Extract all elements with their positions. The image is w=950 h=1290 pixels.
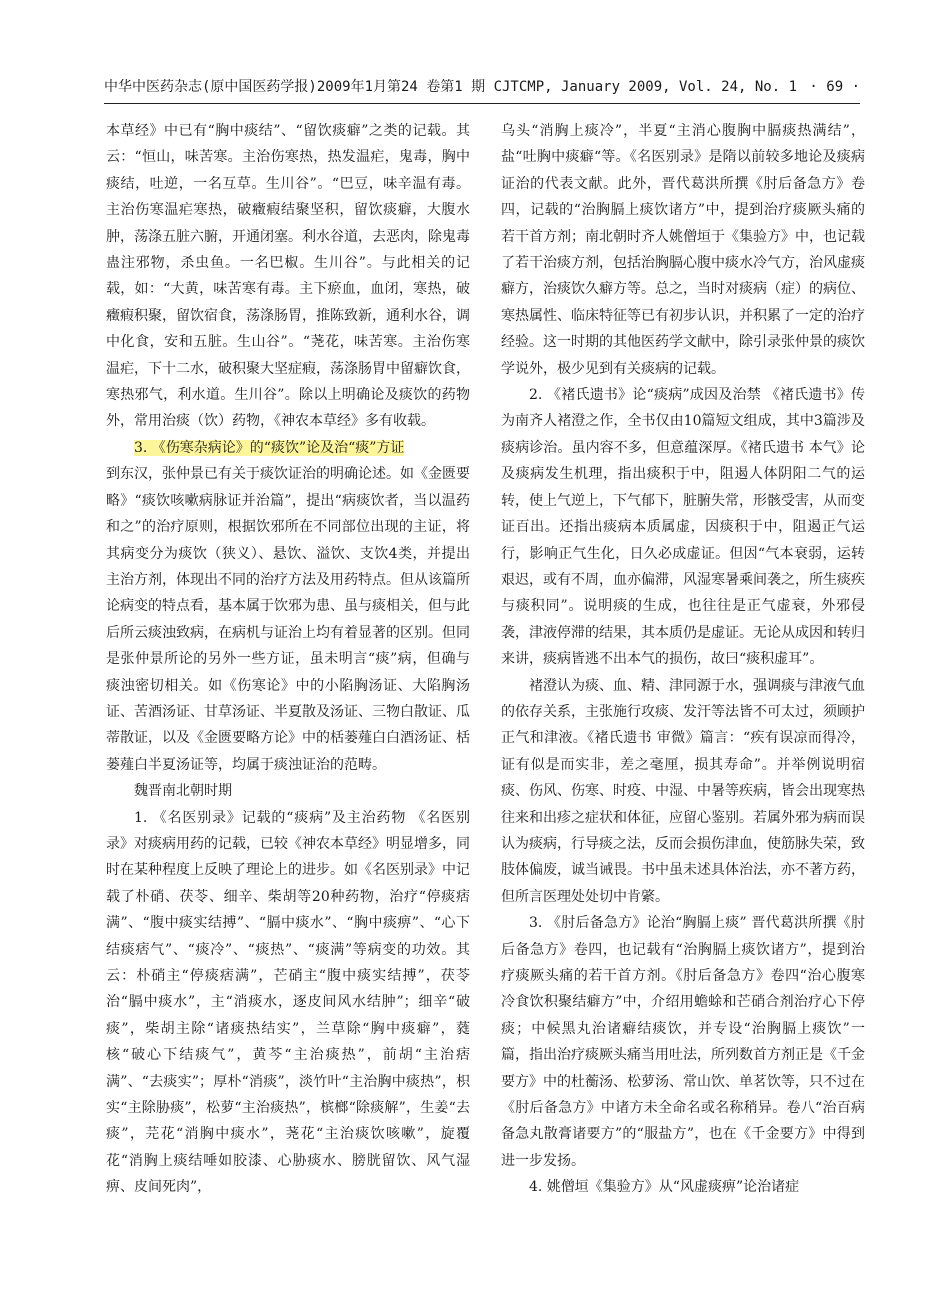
paragraph: 到东汉，张仲景已有关于痰饮证治的明确论述。如《金匮要略》“痰饮咳嗽病脉证并治篇”，提出“病痰饮者，当以温药和之”的治疗原则，根据饮邪所在不同部位出现的主证，将其病变分为痰饮（狭义）、悬饮、溢饮、支饮4类，并提出主治方剂，体现出不同的治疗方法及用药特点。但从该篇所论病变的特点看，基本属于饮邪为患、虽与痰相关，但与此后所云痰浊致病，在病机与证治上均有着显著的区别。但同是张仲景所论的另外一些方证，虽未明言“痰”病，但确与痰浊密切相关。如《伤寒论》中的小陷胸汤证、大陷胸汤证、苦酒汤证、甘草汤证、半夏散及汤证、三物白散证、瓜蒂散证，以及《金匮要略方论》中的栝蒌薤白白酒汤证、栝蒌薤白半夏汤证等，均属于痰浊证治的范畴。 [106,466,470,773]
paragraph: 3. 《肘后备急方》论治“胸膈上痰” 晋代葛洪所撰《肘后备急方》卷四，也记载有“治胸膈上痰饮诸方”，提到治疗痰厥头痛的若干首方剂。《肘后备急方》卷四“治心腹寒冷食饮积聚结癖方”中，介绍用蟾蜍和芒硝合剂治疗心下停痰；中候黑丸治诸癖结痰饮，并专设“治胸膈上痰饮”一篇，指出治疗痰厥头痛当用吐法，所列数首方剂正是《千金要方》中的杜蘅汤、松萝汤、常山饮、单茗饮等，只不过在《肘后备急方》中诸方未全命名或名称稍异。卷八“治百病备急丸散膏诸要方”的“服盐方”，也在《千金要方》中得到进一步发扬。 [501,915,865,1169]
page-number: · 69 · [809,79,860,95]
paragraph: 4. 姚僧垣《集验方》从“风虚痰痹”论治诸症 [529,1179,800,1196]
paragraph: 1. 《名医别录》记载的“痰病”及主治药物 《名医别录》对痰病用药的记载，已较《神农本草经》明显增多，同时在某种程度上反映了理论上的进步。如《名医别录》中记载了朴硝、茯苓、细辛、柴胡等20种药物，治疗“停痰痞满”、“腹中痰实结搏”、“膈中痰水”、“胸中痰痹”、“心下结痰痞气”、“痰冷”、“痰热”、“痰满”等病变的功效。其云：朴硝主“停痰痞满”，芒硝主“腹中痰实结搏”，茯苓治“膈中痰水”，主“消痰水，逐皮间风水结肿”；细辛“破痰”，柴胡主除“诸痰热结实”，兰草除“胸中痰癖”，蕤核“破心下结痰气”，黄芩“主治痰热”，前胡“主治痞满”、“去痰实”；厚朴“消痰”，淡竹叶“主治胸中痰热”，枳实“主除胁痰”，松萝“主治痰热”，槟榔“除痰解”，生姜“去痰”，芫花“消胸中痰水”，荛花“主治痰饮咳嗽”，旋覆花“消胸上痰结唾如胶漆、心胁痰水、膀胱留饮、风气湿痹、皮间死肉”， [106,809,470,1196]
highlighted-heading: 3. 《伤寒杂病论》的“痰饮”论及治“痰”方证 [134,439,405,456]
paragraph: 乌头“消胸上痰冷”，半夏“主消心腹胸中膈痰热满结”，盐“吐胸中痰癖“等。《名医别录》是隋以前较多地论及痰病证治的代表文献。此外，晋代葛洪所撰《肘后备急方》卷四，记载的“治胸膈上痰饮诸方”中，提到治疗痰厥头痛的若干首方剂；南北朝时齐人姚僧垣于《集验方》中，也记载了若干治痰方剂，包括治胸膈心腹中痰水冷气方，治风虚痰癖方，治痰饮久癖方等。总之，当时对痰病（症）的病位、寒热属性、临床特征等已有初步认识，并积累了一定的治疗经验。这一时期的其他医药学文献中，除引录张仲景的痰饮学说外，极少见到有关痰病的记载。 [501,123,865,377]
right-column [501,118,865,1268]
journal-citation: 中华中医药杂志(原中国医药学报)2009年1月第24 卷第1 期 CJTCMP, January 2009, Vol. 24, No. 1 [104,79,798,95]
left-column [106,118,470,1268]
paragraph: 本草经》中已有“胸中痰结”、“留饮痰癖”之类的记载。其云：“恒山，味苦寒。主治伤寒热，热发温疟，鬼毒，胸中痰结，吐逆，一名互草。生川谷”。“巴豆，味辛温有毒。主治伤寒温疟寒热，破癥瘕结聚坚积，留饮痰癖，大腹水肿，荡涤五脏六腑，开通闭塞。利水谷道，去恶肉，除鬼毒蛊注邪物，杀虫鱼。一名巴椒。生川谷”。与此相关的记载，如：“大黄，味苦寒有毒。主下瘀血，血闭，寒热，破癥瘕积聚，留饮宿食，荡涤肠胃，推陈致新，通利水谷，调中化食，安和五脏。生山谷”。“荛花，味苦寒。主治伤寒温疟，下十二水，破积聚大坚症瘕，荡涤肠胃中留癖饮食，寒热邪气，利水道。生川谷”。除以上明确论及痰饮的药物外，常用治痰（饮）药物，《神农本草经》多有收载。 [106,123,470,430]
header-rule [104,103,860,104]
running-header [104,74,860,100]
section-title: 魏晋南北朝时期 [134,783,232,800]
paragraph: 褚澄认为痰、血、精、津同源于水，强调痰与津液气血的依存关系，主张施行攻痰、发汗等法皆不可太过，须顾护正气和津液。《褚氏遗书 审微》篇言：“疾有误凉而得冷，证有似是而实非，差之毫厘，损其寿命”。并举例说明宿痰、伤风、伤寒、时疫、中湿、中暑等疾病，皆会出现寒热往来和出疹之症状和体征，应留心鉴别。若属外邪为病而误认为痰病，行导痰之法，反而会损伤津血，使筋脉失荣，致肢体偏废，诚当诫畏。书中虽未述具体治法，亦不著方药，但所言医理处处切中肯綮。 [501,677,865,905]
paragraph: 2. 《褚氏遗书》论“痰病”成因及治禁 《褚氏遗书》传为南齐人褚澄之作，全书仅由10篇短文组成，其中3篇涉及痰病诊治。虽内容不多，但意蕴深厚。《褚氏遗书 本气》论及痰病发生机理，指出痰积于中，阻遏人体阴阳二气的运转，使上气逆上，下气郁下，脏腑失常，形骸受害，从而变证百出。还指出痰病本质属虚，因痰积于中，阻遏正气运行，影响正气生化，日久必成虚证。但因“气本衰弱，运转艰迟，或有不周，血亦偏滞，风湿寒暑乘间袭之，所生痰疾与痰积同”。说明痰的生成，也往往是正气虚衰，外邪侵袭，津液停滞的结果，其本质仍是虚证。无论从成因和转归来讲，痰病皆逃不出本气的损伤，故曰“痰积虚耳”。 [501,387,865,668]
section-heading-3 [106,435,470,461]
